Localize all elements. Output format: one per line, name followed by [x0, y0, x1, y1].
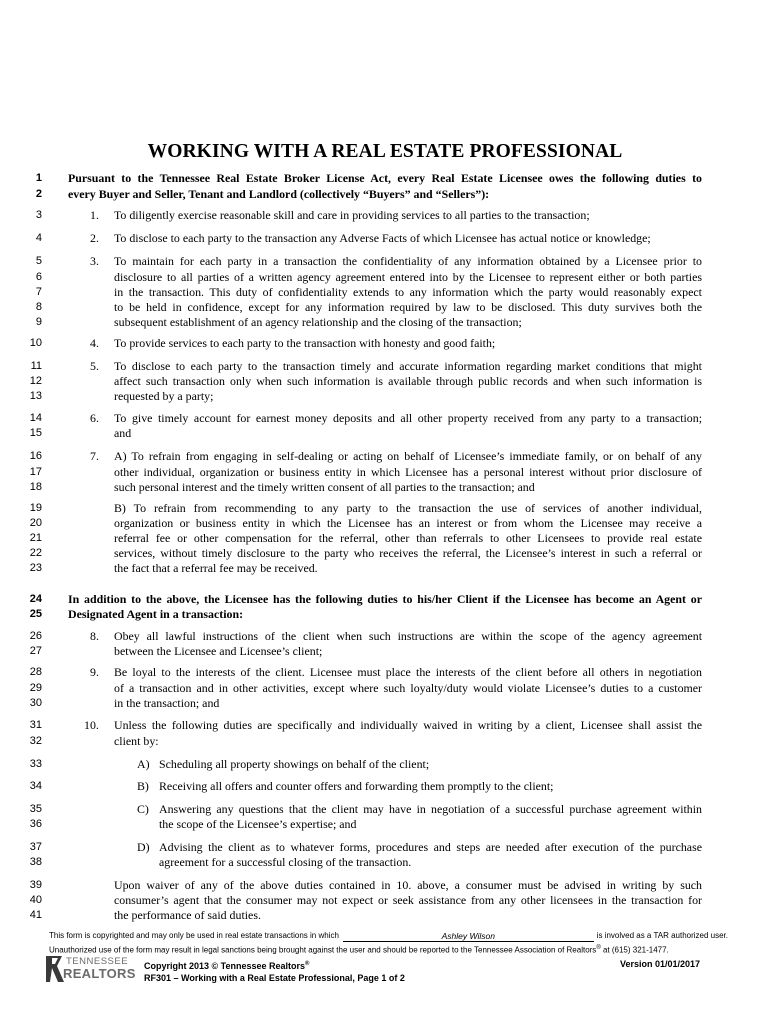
line-text: To give timely account for earnest money deposits and all other property received from any party to a transaction; — [114, 411, 702, 425]
line-number: 35 — [29, 803, 42, 815]
line-text: To diligently exercise reasonable skill and care in providing services to all parties to the transaction; — [114, 208, 590, 222]
document-line — [0, 410, 770, 426]
line-number: 23 — [29, 562, 42, 574]
line-number: 37 — [29, 841, 42, 853]
document-line — [0, 695, 770, 711]
line-number: 25 — [29, 608, 42, 620]
line-number: 36 — [29, 818, 42, 830]
line-number: 38 — [29, 856, 42, 868]
line-text: disclosure to all parties of a written agency agreement entered into by the Licensee to represent either or both parties — [114, 270, 702, 284]
line-number: 41 — [29, 909, 42, 921]
line-text: client by: — [114, 734, 159, 748]
copyright-line — [144, 958, 309, 972]
line-number: 8 — [35, 301, 42, 313]
document-line — [0, 907, 770, 923]
line-text: consumer’s agent that the consumer may not expect or seek assistance from any other licensees in the transaction for — [114, 893, 702, 907]
document-line — [0, 207, 770, 223]
list-marker: A) — [137, 757, 150, 771]
line-text: agreement for a successful closing of the transaction. — [159, 855, 412, 869]
document-line — [0, 425, 770, 441]
copyright-notice-pre: This form is copyrighted and may only be used in real estate transactions in which — [49, 931, 339, 940]
document-line — [0, 801, 770, 817]
line-number: 29 — [29, 682, 42, 694]
document-line — [0, 628, 770, 644]
document-line — [0, 892, 770, 908]
document-line — [0, 591, 770, 607]
line-number: 24 — [29, 593, 42, 605]
line-number: 12 — [29, 375, 42, 387]
line-text: To maintain for each party in a transaction the confidentiality of any information obtained by a Licensee prior to — [114, 254, 702, 268]
line-number: 30 — [29, 697, 42, 709]
unauthorized-use-text: Unauthorized use of the form may result in legal sanctions being brought against the user and should be reported to the Tennessee Association of Realtors — [49, 945, 597, 955]
copyright-notice-post: is involved as a TAR authorized user. — [596, 931, 728, 940]
line-text: Upon waiver of any of the above duties contained in 10. above, a consumer must be advised in writing by such — [114, 878, 702, 892]
document-line — [0, 877, 770, 893]
line-number: 9 — [35, 316, 42, 328]
document-line — [0, 560, 770, 576]
document-line — [0, 664, 770, 680]
line-text: Be loyal to the interests of the client. Licensee must place the interests of the client before all others in negotiation — [114, 665, 702, 679]
line-text: every Buyer and Seller, Tenant and Landlord (collectively “Buyers” and “Sellers”): — [68, 187, 490, 201]
document-line — [0, 545, 770, 561]
list-marker: D) — [137, 840, 150, 854]
list-marker: B) — [137, 779, 149, 793]
line-text: Obey all lawful instructions of the client when such instructions are within the scope of the agency agreement — [114, 629, 702, 643]
line-text: in the transaction. This duty of confidentiality extends to any information which the party would reasonably expect — [114, 285, 702, 299]
form-footer — [0, 930, 770, 1024]
line-text: B) To refrain from recommending to any party to the transaction the use of services of another individual, — [114, 501, 702, 515]
line-text: Answering any questions that the client may have in negotiation of a successful purchase agreement within — [159, 802, 702, 816]
document-line — [0, 756, 770, 772]
line-number: 40 — [29, 894, 42, 906]
line-text: and — [114, 426, 132, 440]
tennessee-realtors-logo — [44, 952, 134, 984]
document-line — [0, 643, 770, 659]
document-line — [0, 515, 770, 531]
line-number: 19 — [29, 502, 42, 514]
list-marker: 9. — [90, 665, 99, 679]
line-number: 7 — [35, 286, 42, 298]
line-text: between the Licensee and Licensee’s client; — [114, 644, 323, 658]
list-marker: 2. — [90, 231, 99, 245]
document-line — [0, 314, 770, 330]
line-text: Receiving all offers and counter offers and forwarding them promptly to the client; — [159, 779, 554, 793]
logo-tennessee-text: TENNESSEE — [66, 956, 129, 967]
list-marker: 7. — [90, 449, 99, 463]
document-line — [0, 680, 770, 696]
list-marker: 10. — [84, 718, 99, 732]
line-text: A) To refrain from engaging in self-dealing or acting on behalf of Licensee’s immediate family, or on behalf of any — [114, 449, 702, 463]
document-line — [0, 299, 770, 315]
document-line — [0, 464, 770, 480]
line-text: such personal interest and the timely written consent of all parties to the transaction; and — [114, 480, 535, 494]
line-number: 15 — [29, 427, 42, 439]
line-text: To provide services to each party to the transaction with honesty and good faith; — [114, 336, 496, 350]
line-text: Unless the following duties are specifically and individually waived in writing by a client, Licensee shall assist the — [114, 718, 702, 732]
copyright-text: Copyright 2013 © Tennessee Realtors — [144, 961, 306, 971]
logo-realtors-text: REALTORS — [63, 966, 136, 981]
document-line — [0, 854, 770, 870]
line-text: the fact that a referral fee may be received. — [114, 561, 318, 575]
line-number: 1 — [35, 172, 42, 184]
line-number: 13 — [29, 390, 42, 402]
line-text: the performance of said duties. — [114, 908, 261, 922]
list-marker: 3. — [90, 254, 99, 268]
document-line — [0, 388, 770, 404]
line-text: Scheduling all property showings on behalf of the client; — [159, 757, 430, 771]
line-text: Advising the client as to whatever forms, procedures and steps are needed after execution of the purchase — [159, 840, 702, 854]
document-line — [0, 839, 770, 855]
line-number: 16 — [29, 450, 42, 462]
form-version: Version 01/01/2017 — [619, 959, 700, 969]
line-text: To disclose to each party to the transaction any Adverse Facts of which Licensee has actual notice or knowledge; — [114, 231, 651, 245]
line-number: 18 — [29, 481, 42, 493]
line-number: 4 — [35, 232, 42, 244]
line-text: organization or business entity in which the Licensee has an interest or from whom the Licensee may receive a — [114, 516, 702, 530]
line-text: other individual, organization or business entity in which Licensee has a personal interest without prior disclosure of — [114, 465, 702, 479]
document-line — [0, 606, 770, 622]
line-number: 34 — [29, 780, 42, 792]
line-number: 3 — [35, 209, 42, 221]
unauthorized-use-notice — [49, 942, 669, 954]
list-marker: 5. — [90, 359, 99, 373]
document-line — [0, 733, 770, 749]
line-text: requested by a party; — [114, 389, 214, 403]
list-marker: 6. — [90, 411, 99, 425]
line-number: 31 — [29, 719, 42, 731]
phone-text: at (615) 321-1477. — [600, 945, 669, 955]
list-marker: 4. — [90, 336, 99, 350]
document-line — [0, 373, 770, 389]
document-line — [0, 170, 770, 186]
document-line — [0, 530, 770, 546]
document-title: WORKING WITH A REAL ESTATE PROFESSIONAL — [147, 141, 623, 162]
line-text: of a transaction and in other activities, except where such loyalty/duty would violate Licensee’s duties to a customer — [114, 681, 702, 695]
copyright-registered-mark: ® — [305, 961, 310, 967]
line-text: to be held in confidence, except for any information required by law to be disclosed. This duty survives both the — [114, 300, 702, 314]
authorized-user-name: Ashley Wilson — [441, 931, 495, 941]
form-name: RF301 – Working with a Real Estate Professional, Page 1 of 2 — [144, 973, 405, 983]
document-line — [0, 284, 770, 300]
line-text: affect such transaction only when such information is available through public records and when such information is — [114, 374, 702, 388]
document-line — [0, 358, 770, 374]
line-text: Designated Agent in a transaction: — [68, 607, 244, 621]
document-line — [0, 717, 770, 733]
list-marker: 8. — [90, 629, 99, 643]
registered-mark: ® — [596, 945, 601, 951]
document-line — [0, 335, 770, 351]
list-marker: 1. — [90, 208, 99, 222]
line-text: services, without timely disclosure to the party who receives the referral, the Licensee’s interest in such a referral or — [114, 546, 702, 560]
line-text: referral fee or other compensation for the referral, other than referrals to other Licensees to provide real estate — [114, 531, 702, 545]
line-number: 10 — [29, 337, 42, 349]
line-text: in the transaction; and — [114, 696, 220, 710]
document-line — [0, 186, 770, 202]
line-number: 21 — [29, 532, 42, 544]
line-number: 33 — [29, 758, 42, 770]
line-number: 17 — [29, 466, 42, 478]
line-number: 20 — [29, 517, 42, 529]
document-line — [0, 500, 770, 516]
line-text: In addition to the above, the Licensee has the following duties to his/her Client if the Licensee has become an Agent or — [68, 592, 702, 606]
line-number: 26 — [29, 630, 42, 642]
line-number: 27 — [29, 645, 42, 657]
line-number: 28 — [29, 666, 42, 678]
line-number: 32 — [29, 735, 42, 747]
document-line — [0, 816, 770, 832]
line-text: Pursuant to the Tennessee Real Estate Broker License Act, every Real Estate Licensee owes the following duties to — [68, 171, 702, 185]
document-line — [0, 253, 770, 269]
line-number: 39 — [29, 879, 42, 891]
document-line — [0, 269, 770, 285]
line-text: To disclose to each party to the transaction timely and accurate information regarding market conditions that might — [114, 359, 702, 373]
document-line — [0, 479, 770, 495]
line-number: 5 — [35, 255, 42, 267]
document-line — [0, 448, 770, 464]
line-text: the scope of the Licensee’s expertise; and — [159, 817, 357, 831]
line-number: 14 — [29, 412, 42, 424]
line-number: 2 — [35, 188, 42, 200]
list-marker: C) — [137, 802, 149, 816]
line-number: 11 — [30, 360, 42, 372]
document-line — [0, 778, 770, 794]
line-text: subsequent establishment of an agency relationship and the closing of the transaction; — [114, 315, 522, 329]
line-number: 22 — [29, 547, 42, 559]
line-number: 6 — [35, 271, 42, 283]
document-line — [0, 230, 770, 246]
